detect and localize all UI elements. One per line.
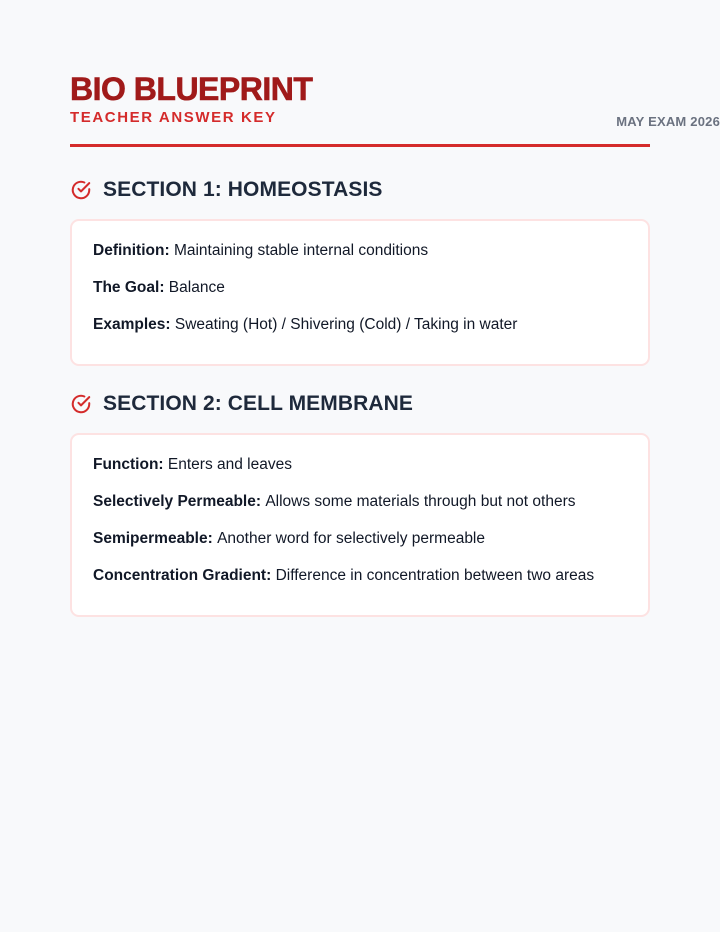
item-term: Semipermeable: (93, 530, 218, 547)
section-card (70, 433, 650, 617)
item-term: Selectively Permeable: (93, 493, 266, 510)
item-term: Examples: (93, 316, 175, 333)
list-item (93, 455, 627, 475)
section-header (70, 176, 650, 204)
item-text: Enters and leaves (167, 456, 292, 473)
list-item (93, 278, 627, 298)
item-term: Definition: (93, 242, 174, 259)
list-item (93, 529, 627, 549)
list-item (93, 566, 627, 586)
header-divider (70, 144, 650, 147)
page-title: BIO BLUEPRINT (70, 71, 313, 107)
section-header (70, 390, 650, 418)
section-homeostasis (70, 176, 650, 366)
list-item (93, 492, 627, 512)
item-term: Concentration Gradient: (93, 567, 276, 584)
page-header (70, 0, 650, 147)
section-cell-membrane (70, 390, 650, 617)
item-text: Allows some materials through but not others (265, 493, 576, 510)
list-item (93, 241, 627, 261)
item-text: Difference in concentration between two areas (275, 567, 595, 584)
section-title: SECTION 1: HOMEOSTASIS (103, 178, 383, 201)
item-text: Balance (168, 279, 225, 296)
item-term: Function: (93, 456, 168, 473)
list-item (93, 315, 627, 335)
item-text: Another word for selectively permeable (217, 530, 485, 547)
item-text: Maintaining stable internal conditions (173, 242, 429, 259)
check-circle-icon (70, 393, 92, 415)
item-term: The Goal: (93, 279, 169, 296)
page-subtitle: TEACHER ANSWER KEY (70, 109, 277, 126)
section-card (70, 219, 650, 366)
exam-date-label: MAY EXAM 2026 (616, 114, 720, 129)
item-text: Sweating (Hot) / Shivering (Cold) / Taking in water (174, 316, 518, 333)
section-title: SECTION 2: CELL MEMBRANE (103, 392, 414, 415)
check-circle-icon (70, 179, 92, 201)
